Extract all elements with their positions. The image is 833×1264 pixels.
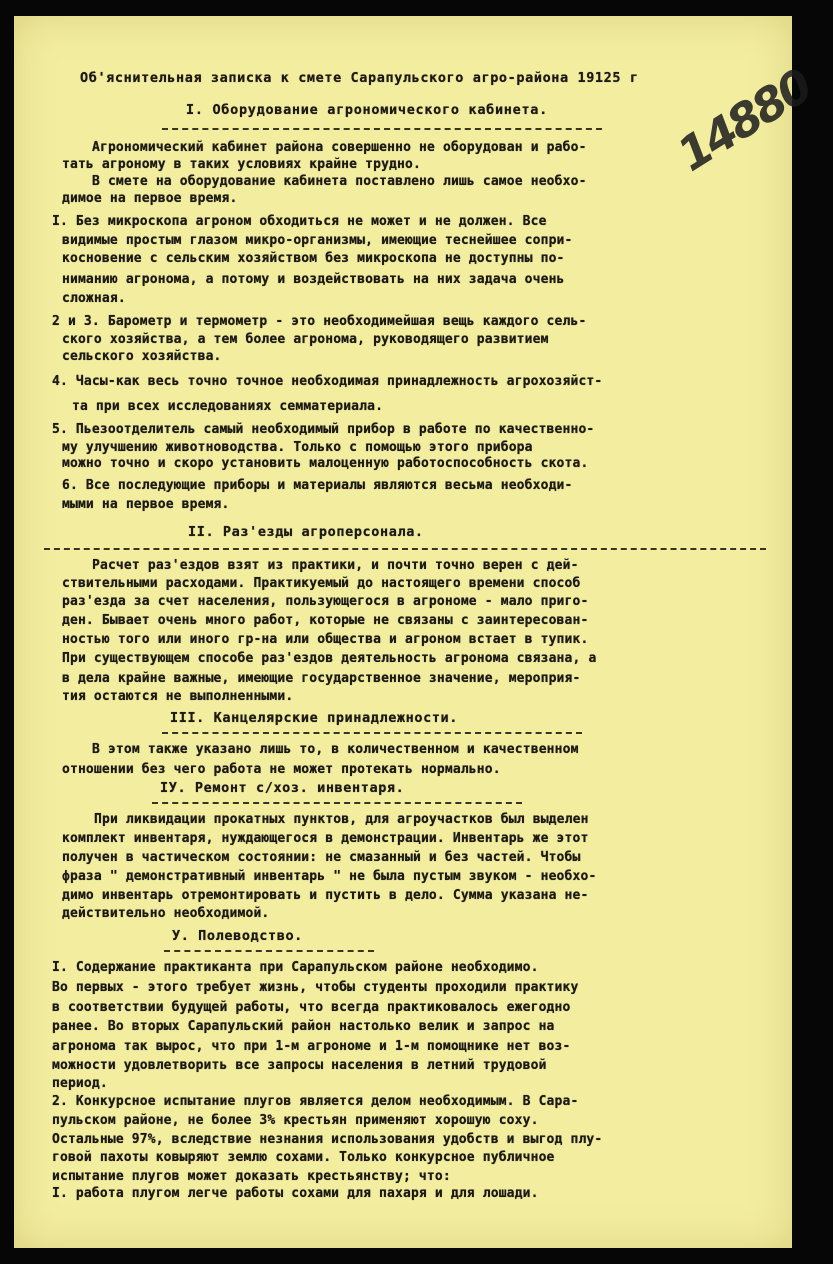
text-line: получен в частическом состоянии: не смазанный и без частей. Чтобы — [62, 850, 581, 865]
text-line: сельского хозяйства. — [62, 349, 222, 364]
text-line: I. работа плугом легче работы сохами для пахаря и для лошади. — [52, 1186, 539, 1201]
text-line: При ликвидации прокатных пунктов, для агроучастков был выделен — [94, 812, 589, 827]
text-line: димо инвентарь отремонтировать и пустить в дело. Сумма указана не- — [62, 888, 589, 903]
text-line: 2. Конкурсное испытание плугов является делом необходимым. В Сара- — [52, 1094, 579, 1109]
text-line: 6. Все последующие приборы и материалы являются весьма необходи- — [62, 478, 573, 493]
section-divider — [44, 548, 766, 550]
text-line: 2 и 3. Барометр и термометр - это необходимейшая вещь каждого сель- — [52, 314, 587, 329]
section-heading-2: II. Раз'езды агроперсонала. — [188, 524, 424, 540]
section-divider — [162, 732, 582, 734]
text-line: можности удовлетворить все запросы населения в летний трудовой — [52, 1058, 547, 1073]
text-line: видимые простым глазом микро-организмы, имеющие теснейшее сопри- — [62, 233, 573, 248]
text-line: тать агроному в таких условиях крайне трудно. — [62, 157, 421, 172]
text-line: димое на первое время. — [62, 191, 238, 206]
text-line: в соответствии будущей работы, что всегда практиковалось ежегодно — [52, 1000, 571, 1015]
section-heading-4: IУ. Ремонт с/хоз. инвентаря. — [160, 780, 405, 796]
text-line: говой пахоты ковыряют землю сохами. Только конкурсное публичное — [52, 1150, 555, 1165]
text-line: косновение с сельским хозяйством без микроскопа не доступны по- — [62, 251, 565, 266]
text-line: фраза " демонстративный инвентарь " не была пустым звуком - необхо- — [62, 869, 597, 884]
text-line: Расчет раз'ездов взят из практики, и почти точно верен с дей- — [92, 558, 579, 573]
text-line: 4. Часы-как весь точно точное необходимая принадлежность агрохозяйст- — [52, 374, 603, 389]
text-line: пульском районе, не более 3% крестьян применяют хорошую соху. — [52, 1113, 539, 1128]
text-line: Остальные 97%, вследствие незнания использования удобств и выгод плу- — [52, 1132, 603, 1147]
text-line: тия остаются не выполненными. — [62, 689, 294, 704]
section-divider — [152, 802, 522, 804]
text-line: I. Без микроскопа агроном обходиться не может и не должен. Все — [52, 214, 547, 229]
text-line: ностью того или иного гр-на или общества и агроном встает в тупик. — [62, 632, 589, 647]
text-line: ранее. Во вторых Сарапульский район настолько велик и запрос на — [52, 1019, 555, 1034]
text-line: агронома так вырос, что при 1-м агрономе и 1-м помощнике нет воз- — [52, 1039, 571, 1054]
section-divider — [162, 128, 602, 130]
text-line: ского хозяйства, а тем более агронома, руководящего развитием — [62, 332, 549, 347]
text-line: ниманию агронома, а потому и воздействовать на них задача очень — [62, 272, 565, 287]
text-line: сложная. — [62, 291, 126, 306]
text-line: В смете на оборудование кабинета поставлено лишь самое необхо- — [92, 174, 587, 189]
text-line: ствительными расходами. Практикуемый до настоящего времени способ — [62, 576, 581, 591]
text-line: ден. Бывает очень много работ, которые не связаны с заинтересован- — [62, 613, 589, 628]
section-heading-3: III. Канцелярские принадлежности. — [170, 710, 459, 726]
handwritten-archive-number: 14880 — [667, 59, 820, 182]
text-line: комплект инвентаря, нуждающегося в демонстрации. Инвентарь же этот — [62, 831, 589, 846]
text-line: Во первых - этого требует жизнь, чтобы студенты проходили практику — [52, 980, 579, 995]
text-line: му улучшению животноводства. Только с помощью этого прибора — [62, 440, 533, 455]
text-line: раз'езда за счет населения, пользующегося в агрономе - мало приго- — [62, 594, 589, 609]
text-line: в дела крайне важные, имеющие государственное значение, мероприя- — [62, 671, 581, 686]
text-line: В этом также указано лишь то, в количественном и качественном — [92, 742, 579, 757]
section-divider — [164, 950, 374, 952]
document-page — [14, 16, 820, 1248]
text-line: мыми на первое время. — [62, 497, 230, 512]
text-line: период. — [52, 1076, 108, 1091]
section-heading-5: У. Полеводство. — [172, 928, 303, 944]
text-line: можно точно и скоро установить малоценную работоспособность скота. — [62, 456, 589, 471]
section-heading-1: I. Оборудование агрономического кабинета. — [186, 102, 548, 118]
text-line: отношении без чего работа не может протекать нормально. — [62, 762, 501, 777]
text-line: та при всех исследованиях семматериала. — [72, 399, 384, 414]
text-line: испытание плугов может доказать крестьянству; что: — [52, 1169, 451, 1184]
text-line: При существующем способе раз'ездов деятельность агронома связана, а — [62, 651, 597, 666]
text-line: действительно необходимой. — [62, 906, 270, 921]
text-line: 5. Пьезоотделитель самый необходимый прибор в работе по качественно- — [52, 422, 595, 437]
document-title: Об'яснительная записка к смете Сарапульского агро-района 19125 г — [80, 70, 639, 86]
text-line: I. Содержание практиканта при Сарапульском районе необходимо. — [52, 960, 539, 975]
text-line: Агрономический кабинет района совершенно не оборудован и рабо- — [92, 140, 587, 155]
